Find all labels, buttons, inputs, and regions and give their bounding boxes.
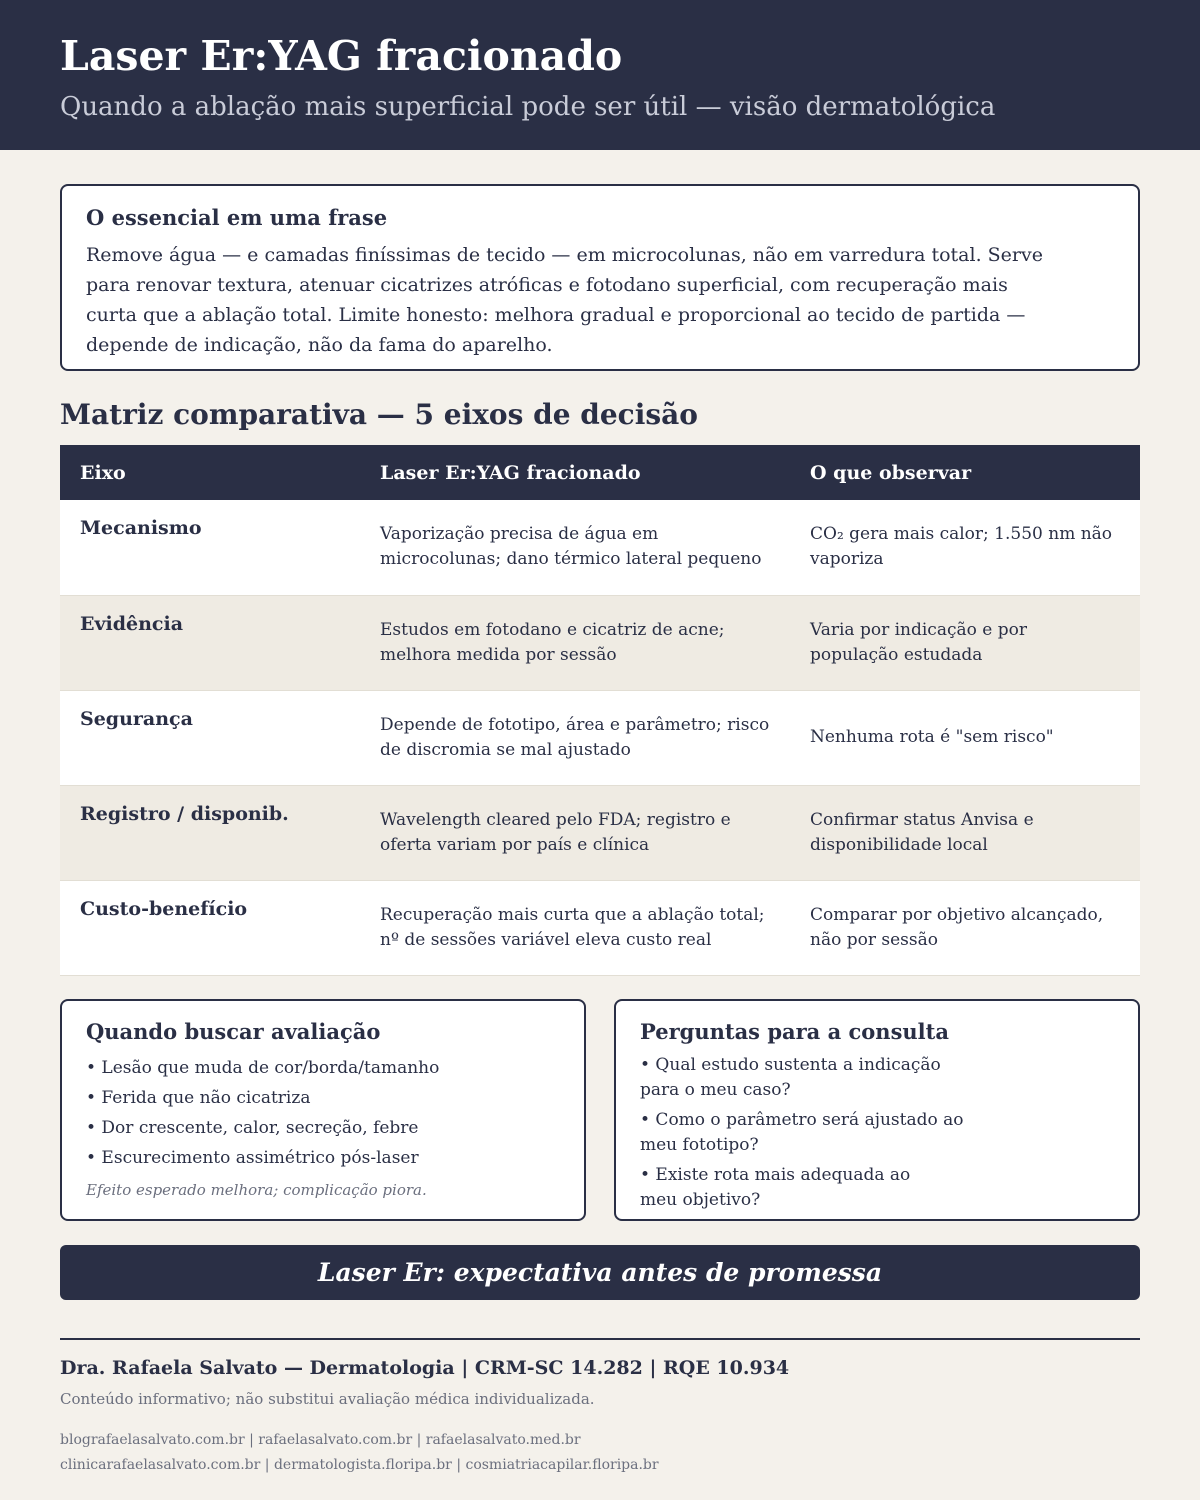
list-item: • Ferida que não cicatriza [86,1088,311,1108]
list-item: • Qual estudo sustenta a indicação para o meu caso? [640,1055,941,1100]
row-laser-cell: Wavelength cleared pelo FDA; registro e oferta variam por país e clínica [360,785,790,880]
links-line-1: blografaelasalvato.com.br | rafaelasalvato.com.br | rafaelasalvato.med.br [60,1432,581,1448]
when-seek-note: Efeito esperado melhora; complicação piora. [86,1181,427,1199]
essential-text: Remove água — e camadas finíssimas de tecido — em microcolunas, não em varredura total. Serve para renovar textura, atenuar cicatrizes atróficas e fotodano superficial, com recuperação mais curta que a ablação total. Limite honesto: melhora gradual e proporcional ao tecido de partida — depende de indicação, não da fama do aparelho. [86,244,1043,356]
disclaimer-text: Conteúdo informativo; não substitui avaliação médica individualizada. [60,1390,595,1408]
footer-divider [60,1338,1140,1340]
row-axis-label: Custo-benefício [60,880,360,975]
row-observe-cell: Varia por indicação e por população estudada [790,595,1140,690]
when-seek-heading: Quando buscar avaliação [86,1019,381,1044]
page-subtitle: Quando a ablação mais superficial pode ser útil — visão dermatológica [60,92,996,122]
row-laser-cell: Depende de fototipo, área e parâmetro; risco de discromia se mal ajustado [360,690,790,785]
list-item: • Existe rota mais adequada ao meu objetivo? [640,1165,911,1210]
matrix-header-laser: Laser Er:YAG fracionado [360,445,790,500]
row-observe-cell: Nenhuma rota é "sem risco" [790,690,1140,785]
essential-summary-box [60,184,1140,371]
table-row [60,880,1140,975]
row-axis-label: Registro / disponib. [60,785,360,880]
list-item: • Lesão que muda de cor/borda/tamanho [86,1058,440,1078]
row-observe-cell: Comparar por objetivo alcançado, não por sessão [790,880,1140,975]
row-observe-cell: Confirmar status Anvisa e disponibilidade local [790,785,1140,880]
links-line-2: clinicarafaelasalvato.com.br | dermatologista.floripa.br | cosmiatriacapilar.floripa.br [60,1457,659,1473]
table-row [60,595,1140,690]
questions-list [640,1053,1114,1213]
list-item: • Escurecimento assimétrico pós-laser [86,1148,419,1168]
row-laser-cell: Estudos em fotodano e cicatriz de acne; melhora medida por sessão [360,595,790,690]
comparison-matrix [60,445,1140,976]
when-seek-box [60,999,586,1221]
matrix-header-axis: Eixo [60,445,360,500]
page-header [0,0,1200,150]
table-row [60,500,1140,595]
tagline-banner: Laser Er: expectativa antes de promessa [60,1245,1140,1300]
list-item: • Dor crescente, calor, secreção, febre [86,1118,419,1138]
row-laser-cell: Recuperação mais curta que a ablação total; nº de sessões variável eleva custo real [360,880,790,975]
row-axis-label: Segurança [60,690,360,785]
list-item: • Como o parâmetro será ajustado ao meu fototipo? [640,1110,964,1155]
matrix-header-observe: O que observar [790,445,1140,500]
matrix-header-row [60,445,1140,500]
matrix-title: Matriz comparativa — 5 eixos de decisão [60,398,698,431]
row-axis-label: Evidência [60,595,360,690]
website-links [60,1428,659,1478]
questions-box [614,999,1140,1221]
when-seek-list [86,1053,560,1173]
questions-heading: Perguntas para a consulta [640,1019,949,1044]
table-row [60,690,1140,785]
author-credit: Dra. Rafaela Salvato — Dermatologia | CRM-SC 14.282 | RQE 10.934 [60,1357,790,1379]
table-row [60,785,1140,880]
essential-heading: O essencial em uma frase [86,205,388,230]
row-observe-cell: CO₂ gera mais calor; 1.550 nm não vaporiza [790,500,1140,595]
row-axis-label: Mecanismo [60,500,360,595]
row-laser-cell: Vaporização precisa de água em microcolunas; dano térmico lateral pequeno [360,500,790,595]
page-title: Laser Er:YAG fracionado [60,32,623,80]
